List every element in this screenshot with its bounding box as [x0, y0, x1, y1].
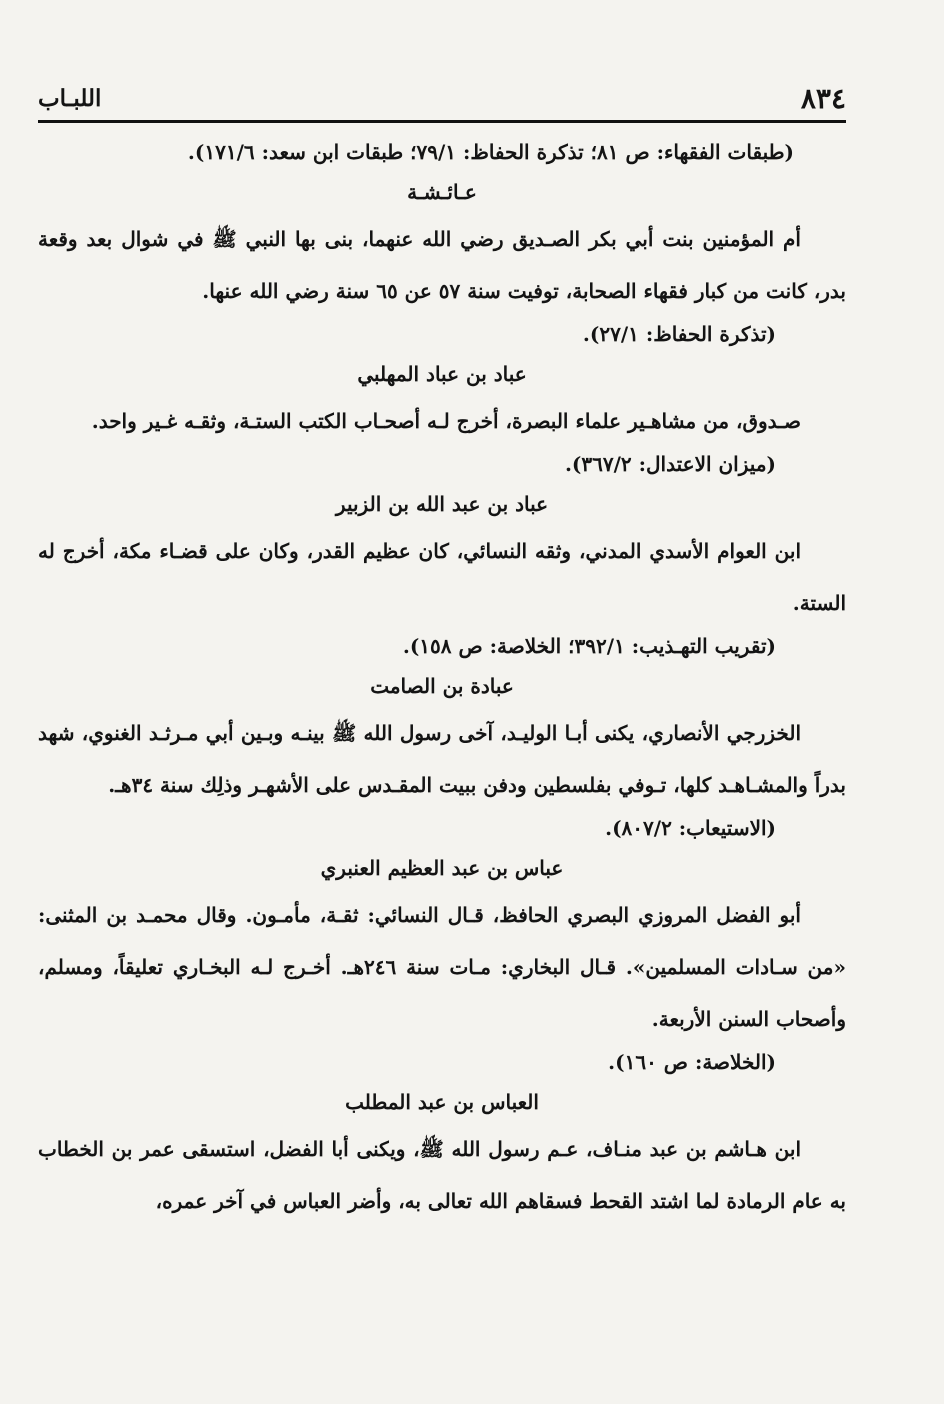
entry-ubada-bin-alsamit	[38, 671, 846, 845]
entry-text: ابن هـاشم بن عبد منـاف، عـم رسول الله ﷺ، ويكنى أبا الفضل، استسقى عمر بن الخطاب به عام الرمادة لما اشتد القحط فسقاهم الله تعالى به، وأضر العباس في آخر عمره،	[38, 1137, 846, 1213]
page-number: ٨٣٤	[800, 82, 846, 115]
entry-title: عبادة بن الصامت	[370, 674, 514, 698]
entry-title: عباد بن عباد المهلبي	[357, 362, 527, 386]
entry-text: أم المؤمنين بنت أبي بكر الصـديق رضي الله عنهما، بنى بها النبي ﷺ في شوال بعد وقعة بدر، كانت من كبار فقهاء الصحابة، توفيت سنة ٥٧ عن ٦٥ سنة رضي الله عنها.	[38, 227, 846, 303]
entry-title: عباس بن عبد العظيم العنبري	[320, 856, 564, 880]
entry-title: العباس بن عبد المطلب	[345, 1090, 539, 1114]
page-header	[38, 78, 846, 123]
entry-text: ابن العوام الأسدي المدني، وثقه النسائي، كان عظيم القدر، وكان على قضـاء مكة، أخرج له الستة.	[38, 539, 846, 615]
entry-title: عباد بن عبد الله بن الزبير	[335, 492, 549, 516]
entry-text: أبو الفضل المروزي البصري الحافظ، قـال النسائي: ثقـة، مأمـون. وقال محمـد بن المثنى: «من سـادات المسلمين». قـال البخاري: مـات سنة ٢٤٦هـ. أخـرج لـه البخـاري تعليقاً، ومسلم، وأصحاب السنن الأربعة.	[38, 903, 846, 1031]
entry-abbad-bin-abbad	[38, 359, 846, 481]
page-body	[38, 123, 846, 1227]
entry-citation: (ميزان الاعتدال: ٣٦٧/٢).	[564, 452, 776, 476]
intro-citation: (طبقات الفقهاء: ص ٨١؛ تذكرة الحفاظ: ٧٩/١؛ طبقات ابن سعد: ١٧١/٦).	[187, 140, 794, 164]
entry-abbad-bin-abdullah	[38, 489, 846, 663]
entry-text: صـدوق، من مشاهـير علماء البصرة، أخرج لـه أصحـاب الكتب الستـة، وثقـه غـير واحد.	[91, 409, 801, 433]
entry-citation: (تقريب التهـذيب: ٣٩٢/١؛ الخلاصة: ص ١٥٨).	[402, 634, 776, 658]
entry-abbas-alanbari	[38, 853, 846, 1079]
running-head: اللبـاب	[38, 85, 102, 112]
entry-text: الخزرجي الأنصاري، يكنى أبـا الوليـد، آخى رسول الله ﷺ بينـه وبـين أبي مـرثـد الغنوي، شهد بدراً والمشـاهـد كلها، تـوفي بفلسطين ودفن ببيت المقـدس على الأشهـر وذلِك سنة ٣٤هـ.	[38, 721, 846, 797]
entry-aisha	[38, 177, 846, 351]
entry-title: عـائـشـة	[407, 180, 477, 204]
book-page	[38, 78, 846, 1378]
entry-citation: (تذكرة الحفاظ: ٢٧/١).	[582, 322, 776, 346]
entry-citation: (الخلاصة: ص ١٦٠).	[608, 1050, 776, 1074]
entry-citation: (الاستيعاب: ٨٠٧/٢).	[605, 816, 776, 840]
entry-alabbas-bin-abdulmuttalib	[38, 1087, 846, 1227]
